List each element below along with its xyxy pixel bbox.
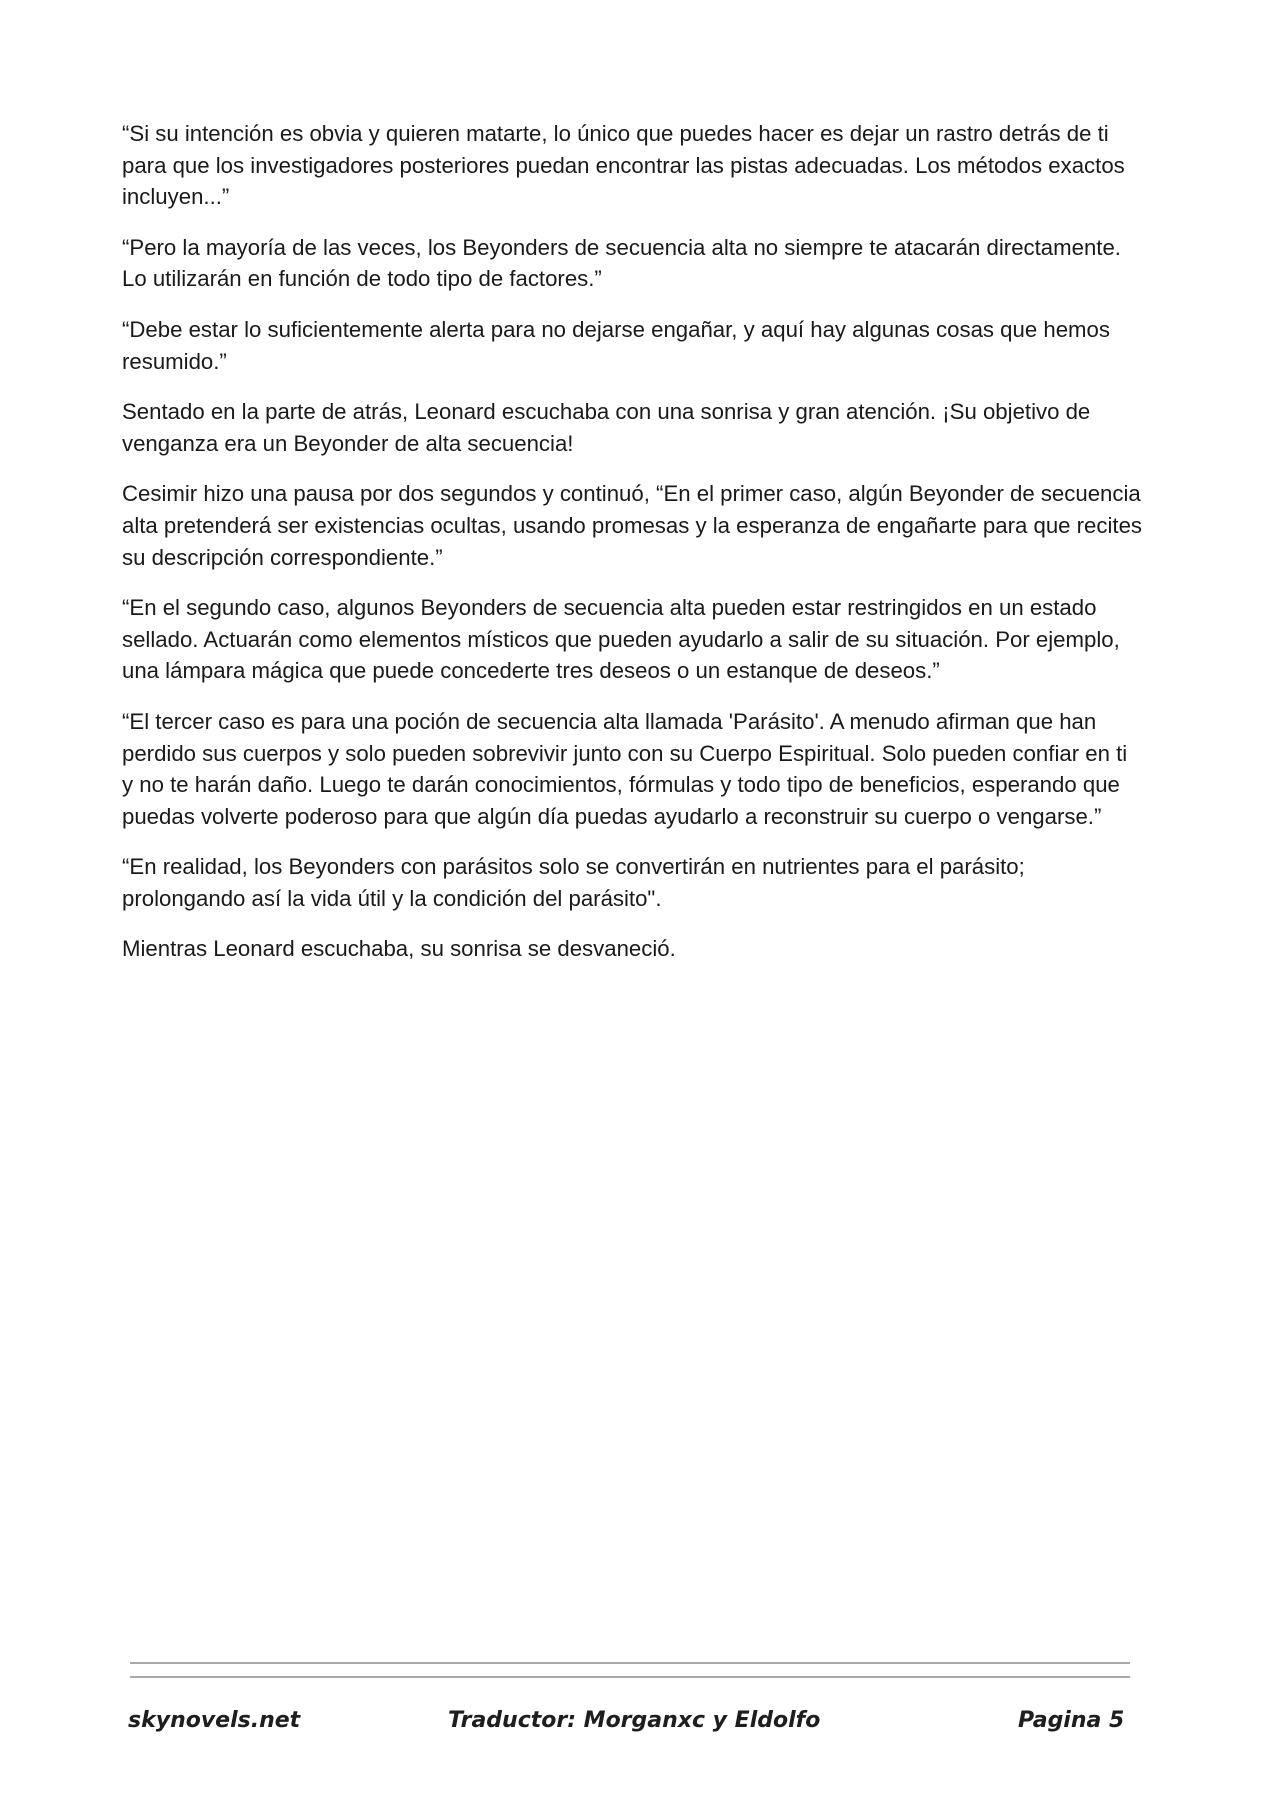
- paragraph: “Si su intención es obvia y quieren matarte, lo único que puedes hacer es dejar un rastro detrás de ti para que los investigadores posteriores puedan encontrar las pistas adecuadas. Los métodos exactos incluyen...”: [122, 121, 1125, 210]
- paragraph: Cesimir hizo una pausa por dos segundos y continuó, “En el primer caso, algún Beyonder de secuencia alta pretenderá ser existencias ocultas, usando promesas y la esperanza de engañarte para que recites su descripción correspondiente.”: [122, 481, 1143, 570]
- footer-site: skynovels.net: [128, 1708, 301, 1733]
- footer-translator: Traductor: Morganxc y Eldolfo: [448, 1708, 821, 1733]
- footer-page-number: Pagina 5: [1018, 1708, 1125, 1733]
- paragraph: “El tercer caso es para una poción de secuencia alta llamada 'Parásito'. A menudo afirman que han perdido sus cuerpos y solo pueden sobrevivir junto con su Cuerpo Espiritual. Solo pueden confiar en ti y no te harán daño. Luego te darán conocimientos, fórmulas y todo tipo de beneficios, esperando que puedas volverte poderoso para que algún día puedas ayudarlo a reconstruir su cuerpo o vengarse.”: [122, 708, 1128, 829]
- body-text: [122, 118, 1142, 984]
- paragraph: “En realidad, los Beyonders con parásitos solo se convertirán en nutrientes para el parásito; prolongando así la vida útil y la condición del parásito".: [122, 854, 1025, 911]
- page-footer: [128, 1708, 1128, 1744]
- footer-divider-bottom: [130, 1676, 1130, 1678]
- paragraph: “Pero la mayoría de las veces, los Beyonders de secuencia alta no siempre te atacarán directamente. Lo utilizarán en función de todo tipo de factores.”: [122, 234, 1121, 292]
- paragraph: Mientras Leonard escuchaba, su sonrisa se desvaneció.: [122, 936, 676, 962]
- paragraph: “Debe estar lo suficientemente alerta para no dejarse engañar, y aquí hay algunas cosas que hemos resumido.”: [122, 316, 1110, 374]
- footer-divider-top: [130, 1662, 1130, 1664]
- paragraph: Sentado en la parte de atrás, Leonard escuchaba con una sonrisa y gran atención. ¡Su objetivo de venganza era un Beyonder de alta secuencia!: [122, 399, 1091, 456]
- paragraph: “En el segundo caso, algunos Beyonders de secuencia alta pueden estar restringidos en un estado sellado. Actuarán como elementos místicos que pueden ayudarlo a salir de su situación. Por ejemplo, una lámpara mágica que puede concederte tres deseos o un estanque de deseos.”: [122, 595, 1120, 684]
